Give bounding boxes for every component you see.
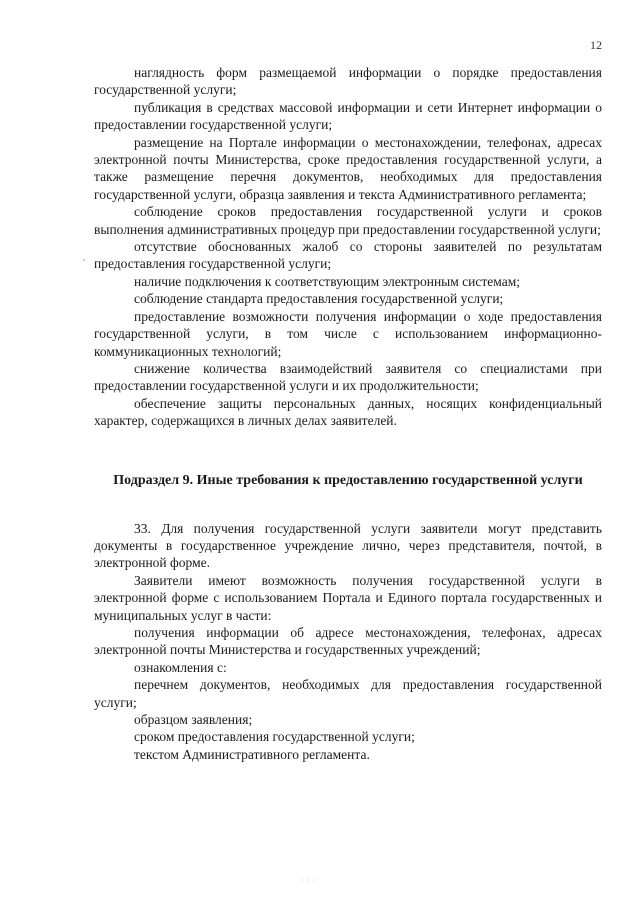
- paragraph: предоставление возможности получения информации о ходе предоставления государственной услуги, в том числе с использованием информационно-коммуникационных технологий;: [94, 308, 602, 359]
- margin-mark: `: [82, 258, 86, 270]
- paragraph: образцом заявления;: [134, 712, 253, 727]
- paragraph: текстом Административного регламента.: [134, 746, 370, 762]
- scan-artifact: · · ·: [300, 876, 317, 885]
- paragraph: перечнем документов, необходимых для предоставления государственной услуги;: [94, 677, 602, 710]
- paragraph: 33. Для получения государственной услуги заявители могут представить документы в государственное учреждение лично, через представителя, почтой, в электронной форме.: [94, 520, 602, 571]
- paragraph: получения информации об адресе местонахождения, телефонах, адресах электронной почты Министерства и государственных учреждений;: [94, 624, 602, 658]
- paragraph: соблюдение сроков предоставления государственной услуги и сроков выполнения административных процедур при предоставлении государственной услуги;: [94, 204, 602, 237]
- paragraph: отсутствие обоснованных жалоб со стороны заявителей по результатам предоставления государственной услуги;: [94, 239, 602, 272]
- paragraph: ознакомления с:: [134, 659, 227, 675]
- section-title: Подраздел 9. Иные требования к предоставлению государственной услуги: [113, 472, 583, 488]
- page-number: 12: [590, 38, 602, 52]
- paragraph: соблюдение стандарта предоставления государственной услуги;: [134, 291, 504, 307]
- paragraph: снижение количества взаимодействий заявителя со специалистами при предоставлении государственной услуги и их продолжительности;: [94, 360, 602, 394]
- paragraph: публикация в средствах массовой информации и сети Интернет информации о предоставлении государственной услуги;: [94, 99, 602, 133]
- paragraph: наличие подключения к соответствующим электронным системам;: [134, 273, 520, 289]
- paragraph: Заявители имеют возможность получения государственной услуги в электронной форме с использованием Портала и Единого портала государственных и муниципальных услуг в части:: [94, 572, 602, 623]
- paragraph: обеспечение защиты персональных данных, носящих конфиденциальный характер, содержащихся в личных делах заявителей.: [94, 395, 602, 429]
- paragraph: сроком предоставления государственной услуги;: [134, 729, 415, 745]
- paragraph: наглядность форм размещаемой информации о порядке предоставления государственной услуги;: [94, 65, 602, 98]
- document-body: [94, 64, 602, 763]
- paragraph: размещение на Портале информации о местонахождении, телефонах, адресах электронной почты Министерства, сроке предоставления государственной услуги, а также размещение перечня документов, необходимых для предоставления государственной услуги, образца заявления и текста Административного регламента;: [94, 134, 602, 202]
